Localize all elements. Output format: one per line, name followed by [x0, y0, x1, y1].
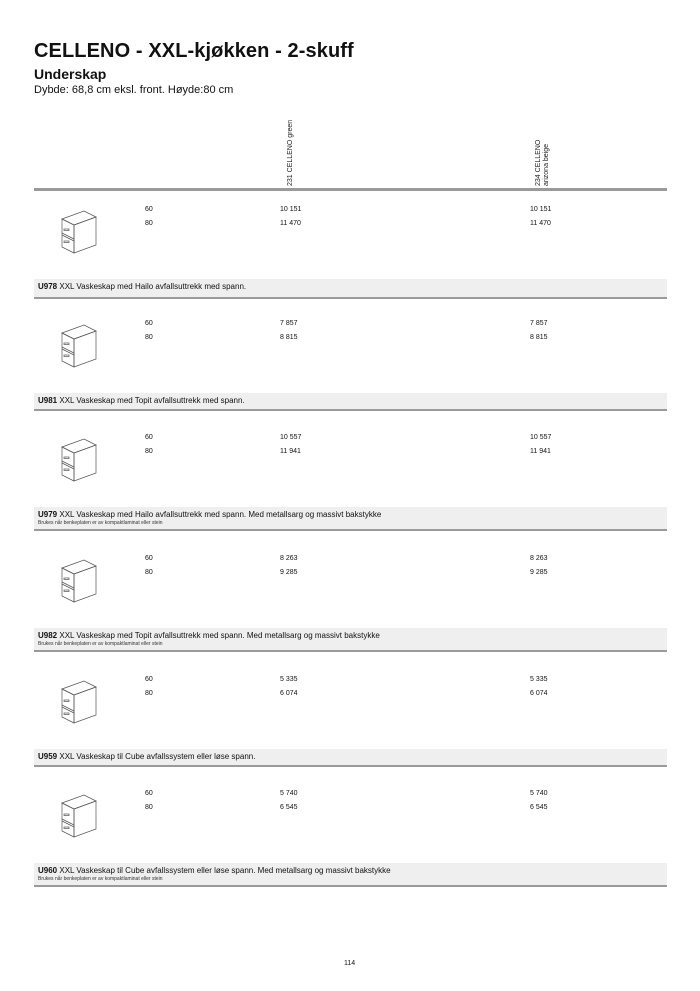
price-list-green [280, 673, 298, 701]
price-list-beige [530, 203, 551, 231]
price-value: 7 857 [530, 320, 548, 327]
column-header-beige-line1: 234 CELLENO [535, 139, 542, 186]
size-list [145, 787, 153, 815]
product-caption [38, 866, 391, 875]
price-value: 10 151 [530, 206, 552, 213]
product-caption [38, 631, 380, 640]
price-value: 6 074 [280, 690, 298, 697]
size-value: 80 [145, 569, 153, 576]
price-value: 11 941 [280, 448, 301, 455]
product-caption-bar [34, 507, 667, 529]
product-description: XXL Vaskeskap til Cube avfallssystem eller løse spann. Med metallsarg og massivt bakstykke [59, 866, 391, 875]
product-code: U979 [38, 510, 58, 519]
price-value: 8 815 [280, 334, 298, 341]
column-header-green-line1: 231 CELLENO green [287, 119, 294, 186]
price-value: 5 740 [280, 790, 298, 797]
size-list [145, 673, 153, 701]
product-divider [34, 529, 667, 531]
product-divider [34, 650, 667, 652]
size-value: 60 [145, 434, 153, 441]
price-value: 11 941 [530, 448, 551, 455]
price-list-green [280, 317, 298, 345]
price-value: 11 470 [530, 220, 551, 227]
product-description: XXL Vaskeskap til Cube avfallssystem eller løse spann. [59, 752, 256, 761]
product-code: U960 [38, 866, 58, 875]
cabinet-drawing-icon [56, 675, 102, 727]
price-value: 7 857 [280, 320, 298, 327]
size-value: 80 [145, 334, 153, 341]
cabinet-drawing-icon [56, 789, 102, 841]
size-list [145, 552, 153, 580]
header-divider [34, 188, 667, 191]
product-caption [38, 396, 245, 405]
size-value: 60 [145, 676, 153, 683]
section-subtitle: Underskap [34, 66, 107, 82]
size-value: 80 [145, 220, 153, 227]
price-value: 8 263 [530, 555, 548, 562]
price-value: 6 545 [530, 804, 548, 811]
product-code: U959 [38, 752, 58, 761]
price-list-beige [530, 552, 548, 580]
product-code: U981 [38, 396, 58, 405]
size-value: 80 [145, 804, 153, 811]
price-value: 9 285 [280, 569, 298, 576]
size-list [145, 317, 153, 345]
size-value: 80 [145, 448, 153, 455]
product-code: U978 [38, 282, 58, 291]
size-list [145, 431, 153, 459]
cabinet-drawing-icon [56, 205, 102, 257]
dimensions-description: Dybde: 68,8 cm eksl. front. Høyde:80 cm [34, 84, 234, 96]
price-list-green [280, 203, 301, 231]
price-list-green [280, 431, 301, 459]
page-title: CELLENO - XXL-kjøkken - 2-skuff [34, 40, 354, 62]
price-value: 8 815 [530, 334, 548, 341]
product-caption [38, 282, 246, 291]
product-caption-bar [34, 863, 667, 885]
product-caption-bar [34, 628, 667, 650]
price-list-beige [530, 787, 548, 815]
product-caption [38, 510, 381, 519]
price-value: 5 740 [530, 790, 548, 797]
product-note: Brukes når benkeplaten er av kompaktlaminat eller stein [38, 520, 163, 526]
product-divider [34, 409, 667, 411]
price-list-beige [530, 673, 548, 701]
column-header-beige-line2: arizona beige [543, 143, 550, 186]
price-list-green [280, 552, 298, 580]
price-value: 6 545 [280, 804, 298, 811]
product-caption-bar [34, 393, 667, 409]
column-header-green [287, 120, 295, 186]
price-value: 10 557 [280, 434, 302, 441]
size-value: 60 [145, 206, 153, 213]
page-number: 114 [344, 960, 356, 967]
price-value: 11 470 [280, 220, 301, 227]
cabinet-drawing-icon [56, 554, 102, 606]
size-list [145, 203, 153, 231]
product-divider [34, 297, 667, 299]
price-value: 5 335 [280, 676, 298, 683]
price-value: 10 557 [530, 434, 552, 441]
product-note: Brukes når benkeplaten er av kompaktlaminat eller stein [38, 641, 163, 647]
product-description: XXL Vaskeskap med Topit avfallsuttrekk med spann. Med metallsarg og massivt bakstykke [59, 631, 380, 640]
price-value: 10 151 [280, 206, 302, 213]
product-description: XXL Vaskeskap med Topit avfallsuttrekk med spann. [59, 396, 245, 405]
size-value: 80 [145, 690, 153, 697]
price-value: 8 263 [280, 555, 298, 562]
product-divider [34, 885, 667, 887]
column-header-beige [535, 140, 551, 186]
price-list-beige [530, 317, 548, 345]
product-code: U982 [38, 631, 58, 640]
cabinet-drawing-icon [56, 319, 102, 371]
size-value: 60 [145, 790, 153, 797]
price-value: 6 074 [530, 690, 548, 697]
product-caption-bar [34, 749, 667, 765]
cabinet-drawing-icon [56, 433, 102, 485]
product-description: XXL Vaskeskap med Hailo avfallsuttrekk med spann. [59, 282, 247, 291]
price-list-green [280, 787, 298, 815]
price-value: 5 335 [530, 676, 548, 683]
product-caption [38, 752, 255, 761]
price-value: 9 285 [530, 569, 548, 576]
product-note: Brukes når benkeplaten er av kompaktlaminat eller stein [38, 876, 163, 882]
price-list-beige [530, 431, 551, 459]
product-caption-bar [34, 279, 667, 297]
size-value: 60 [145, 320, 153, 327]
size-value: 60 [145, 555, 153, 562]
product-divider [34, 765, 667, 767]
product-description: XXL Vaskeskap med Hailo avfallsuttrekk med spann. Med metallsarg og massivt bakstykke [59, 510, 382, 519]
